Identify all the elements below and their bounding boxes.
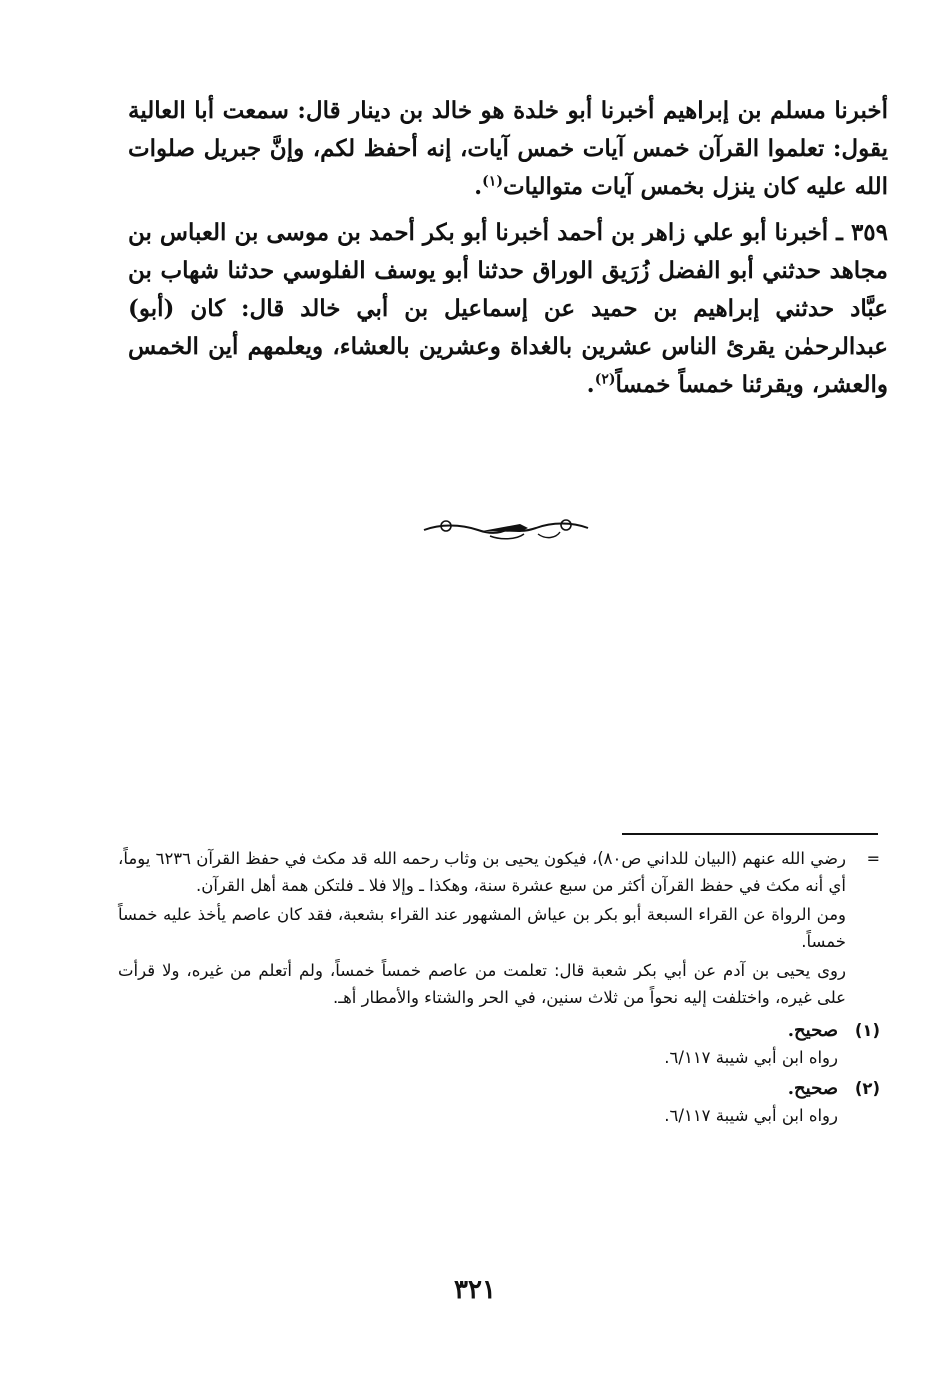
footnote-1-source: رواه ابن أبي شيبة ٦/١١٧. [664,1048,838,1067]
continuation-paragraph-1: رضي الله عنهم (البيان للداني ص٨٠)، فيكون يحيى بن وثاب رحمه الله قد مكث في حفظ القرآن ٦٢٣٦ يوماً، أي أنه مكث في حفظ القرآن أكثر من سبع عشرة سنة، وهكذا ـ وإلا فلا ـ فلتكن همة أهل القرآن. [118,849,846,895]
footnote-2-number: (٢) [854,1079,880,1098]
footnote-1-grade: صحيح. [787,1020,838,1041]
page-number: ٣٢١ [454,1275,496,1305]
paragraph-1-text: أخبرنا مسلم بن إبراهيم أخبرنا أبو خلدة هو خالد بن دينار قال: سمعت أبا العالية يقول: تعلموا القرآن خمس آيات خمس آيات، إنه أحفظ لكم، وإنَّ جبريل صلوات الله عليه كان ينزل بخمس آيات متواليات [128,97,888,200]
footnote-ref-1: (١) [482,173,503,190]
paragraph-2-end: . [586,371,595,398]
continuation-paragraph-3: روى يحيى بن آدم عن أبي بكر شعبة قال: تعلمت من عاصم خمساً خمساً، ولم أتعلم من غيره، ولا قرأت على غيره، واختلفت إليه نحواً من ثلاث سنين، في الحر والشتاء والأمطار أهـ. [118,961,846,1007]
footnotes [118,845,880,1129]
hadith-paragraph-1 [128,92,888,206]
continuation-mark: = [866,849,880,868]
main-text [128,92,888,412]
paragraph-1-end: . [474,173,483,200]
footnote-2-source: رواه ابن أبي شيبة ٦/١١٧. [664,1106,838,1125]
section-ornament-icon [420,514,592,544]
footnote-1-number: (١) [854,1021,880,1040]
footnote-2-grade: صحيح. [787,1078,838,1099]
paragraph-2-text: ٣٥٩ ـ أخبرنا أبو علي زاهر بن أحمد أخبرنا أبو بكر أحمد بن موسى بن العباس بن مجاهد حدثني أبو الفضل زُرَيق الوراق حدثنا أبو يوسف الفلوسي حدثنا شهاب بن عبَّاد حدثني إبراهيم بن حميد عن إسماعيل بن أبي خالد قال: كان (أبو) عبدالرحمٰن يقرئ الناس عشرين بالغداة وعشرين بالعشاء، ويعلمهم أين الخمس والعشر، ويقرئنا خمساً خمساً [128,219,888,398]
footnote-separator [622,833,878,835]
footnote-1 [118,1017,880,1071]
hadith-paragraph-2 [128,214,888,404]
footnote-ref-2: (٢) [594,371,616,388]
footnote-2 [118,1075,880,1129]
continuation-paragraph-2: ومن الرواة عن القراء السبعة أبو بكر بن عياش المشهور عند القراء بشعبة، فقد كان عاصم يأخذ عليه خمساً خمساً. [118,905,846,951]
footnote-continuation [118,845,880,1013]
